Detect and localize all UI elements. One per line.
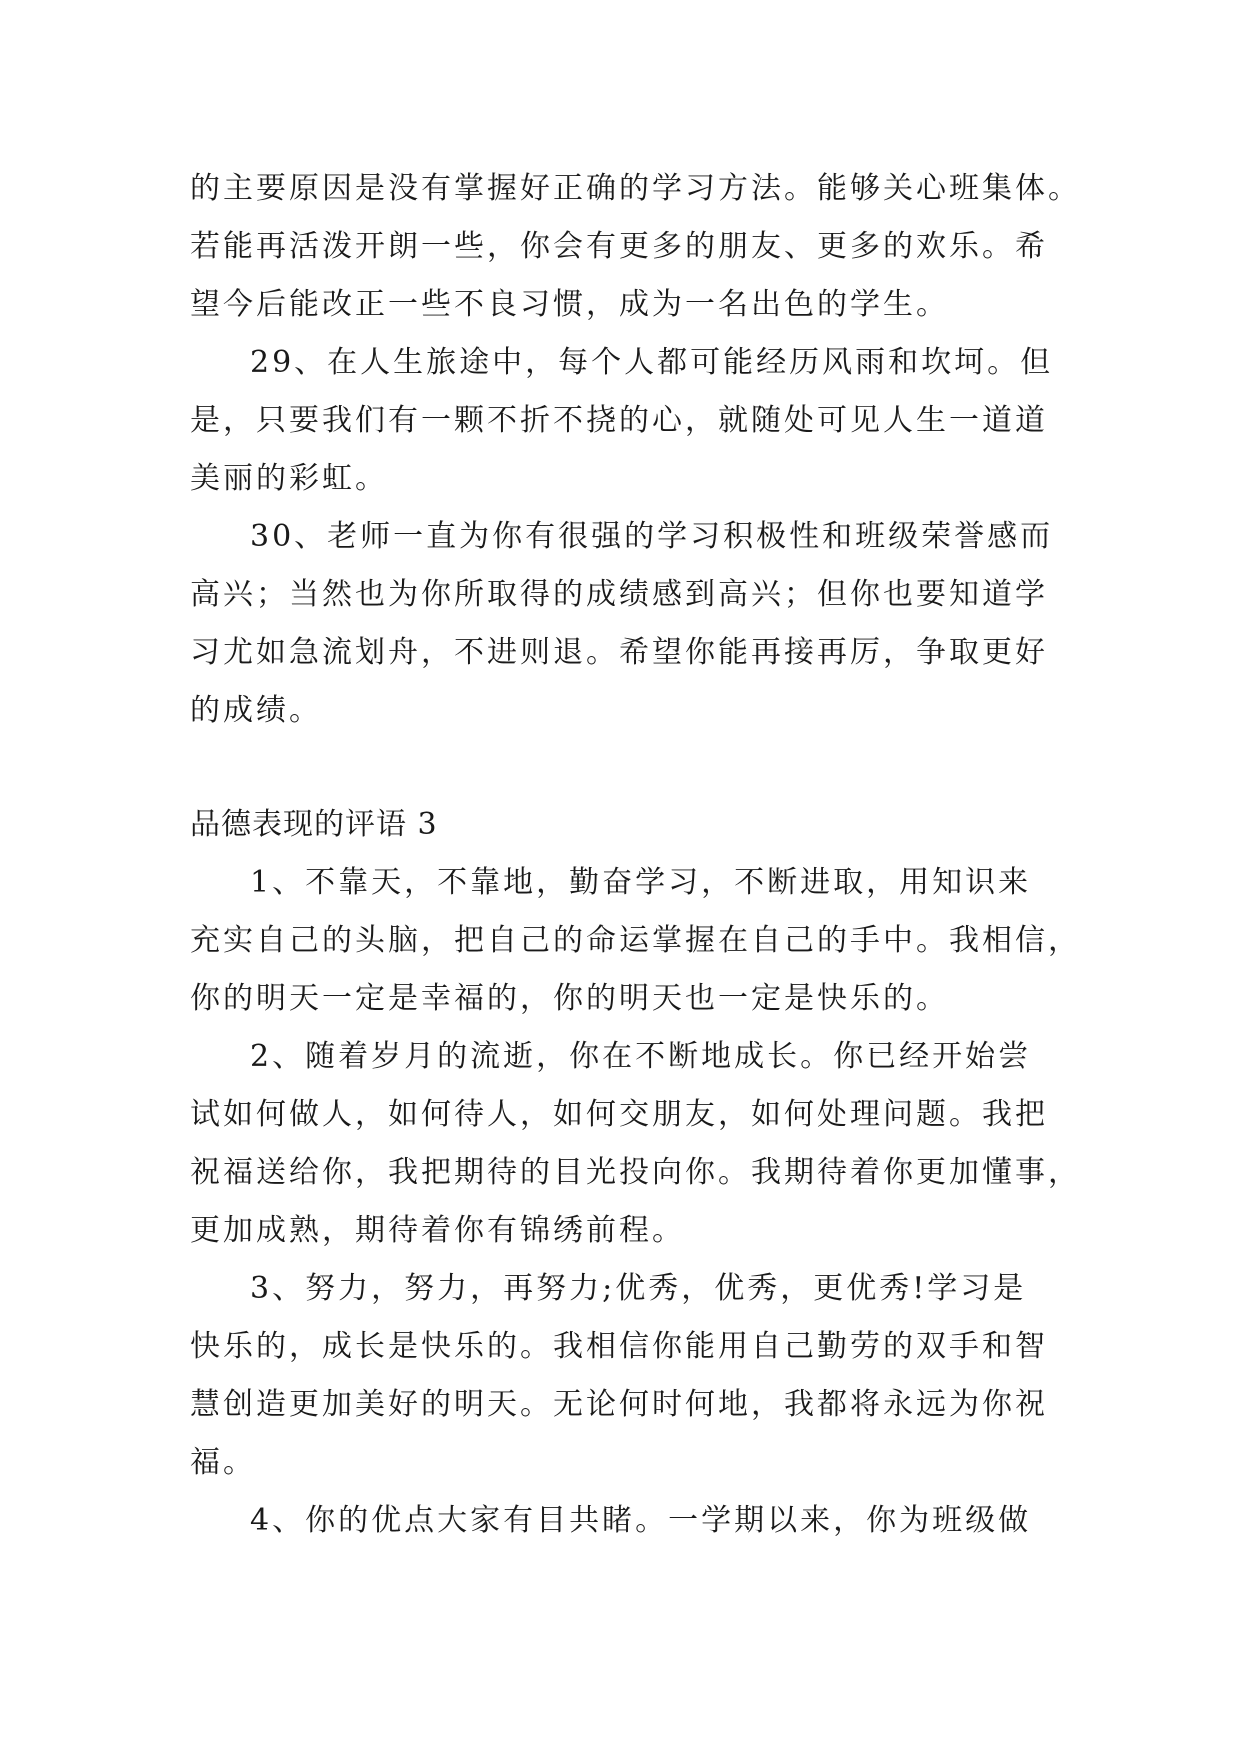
text-line: 试如何做人，如何待人，如何交朋友，如何处理问题。我把 xyxy=(190,1097,1048,1132)
text-line: 快乐的，成长是快乐的。我相信你能用自己勤劳的双手和智 xyxy=(190,1329,1048,1364)
text-line: 的成绩。 xyxy=(190,693,322,728)
section-heading: 品德表现的评语 3 xyxy=(190,807,438,842)
text-line: 充实自己的头脑，把自己的命运掌握在自己的手中。我相信， xyxy=(190,923,1081,958)
text-line: 3、努力，努力，再努力;优秀，优秀，更优秀!学习是 xyxy=(250,1271,1027,1306)
text-line: 你的明天一定是幸福的，你的明天也一定是快乐的。 xyxy=(190,981,949,1016)
text-line: 1、不靠天，不靠地，勤奋学习，不断进取，用知识来 xyxy=(250,865,1032,900)
paragraph-continuation xyxy=(190,160,1081,334)
paragraph-item-29 xyxy=(190,334,1060,508)
text-line: 的主要原因是没有掌握好正确的学习方法。能够关心班集体。 xyxy=(190,171,1081,206)
paragraph-item-30 xyxy=(190,508,1060,740)
paragraph-item-1 xyxy=(190,854,1081,1028)
document-body xyxy=(190,160,1081,1550)
text-line: 慧创造更加美好的明天。无论何时何地，我都将永远为你祝 xyxy=(190,1387,1048,1422)
text-line: 4、你的优点大家有目共睹。一学期以来，你为班级做 xyxy=(250,1503,1032,1538)
paragraph-item-3 xyxy=(190,1260,1060,1492)
paragraph-item-2 xyxy=(190,1028,1081,1260)
text-line: 若能再活泼开朗一些，你会有更多的朋友、更多的欢乐。希 xyxy=(190,229,1048,264)
paragraph-item-4 xyxy=(190,1492,1060,1550)
text-line: 福。 xyxy=(190,1445,256,1480)
text-line: 29、在人生旅途中，每个人都可能经历风雨和坎坷。但 xyxy=(250,345,1054,380)
text-line: 更加成熟，期待着你有锦绣前程。 xyxy=(190,1213,685,1248)
text-line: 望今后能改正一些不良习惯，成为一名出色的学生。 xyxy=(190,287,949,322)
text-line: 祝福送给你，我把期待的目光投向你。我期待着你更加懂事， xyxy=(190,1155,1081,1190)
text-line: 2、随着岁月的流逝，你在不断地成长。你已经开始尝 xyxy=(250,1039,1032,1074)
text-line: 高兴；当然也为你所取得的成绩感到高兴；但你也要知道学 xyxy=(190,577,1048,612)
text-line: 30、老师一直为你有很强的学习积极性和班级荣誉感而 xyxy=(250,519,1054,554)
section-spacer xyxy=(190,740,1060,796)
text-line: 习尤如急流划舟，不进则退。希望你能再接再厉，争取更好 xyxy=(190,635,1048,670)
text-line: 是，只要我们有一颗不折不挠的心，就随处可见人生一道道 xyxy=(190,403,1048,438)
text-line: 美丽的彩虹。 xyxy=(190,461,388,496)
